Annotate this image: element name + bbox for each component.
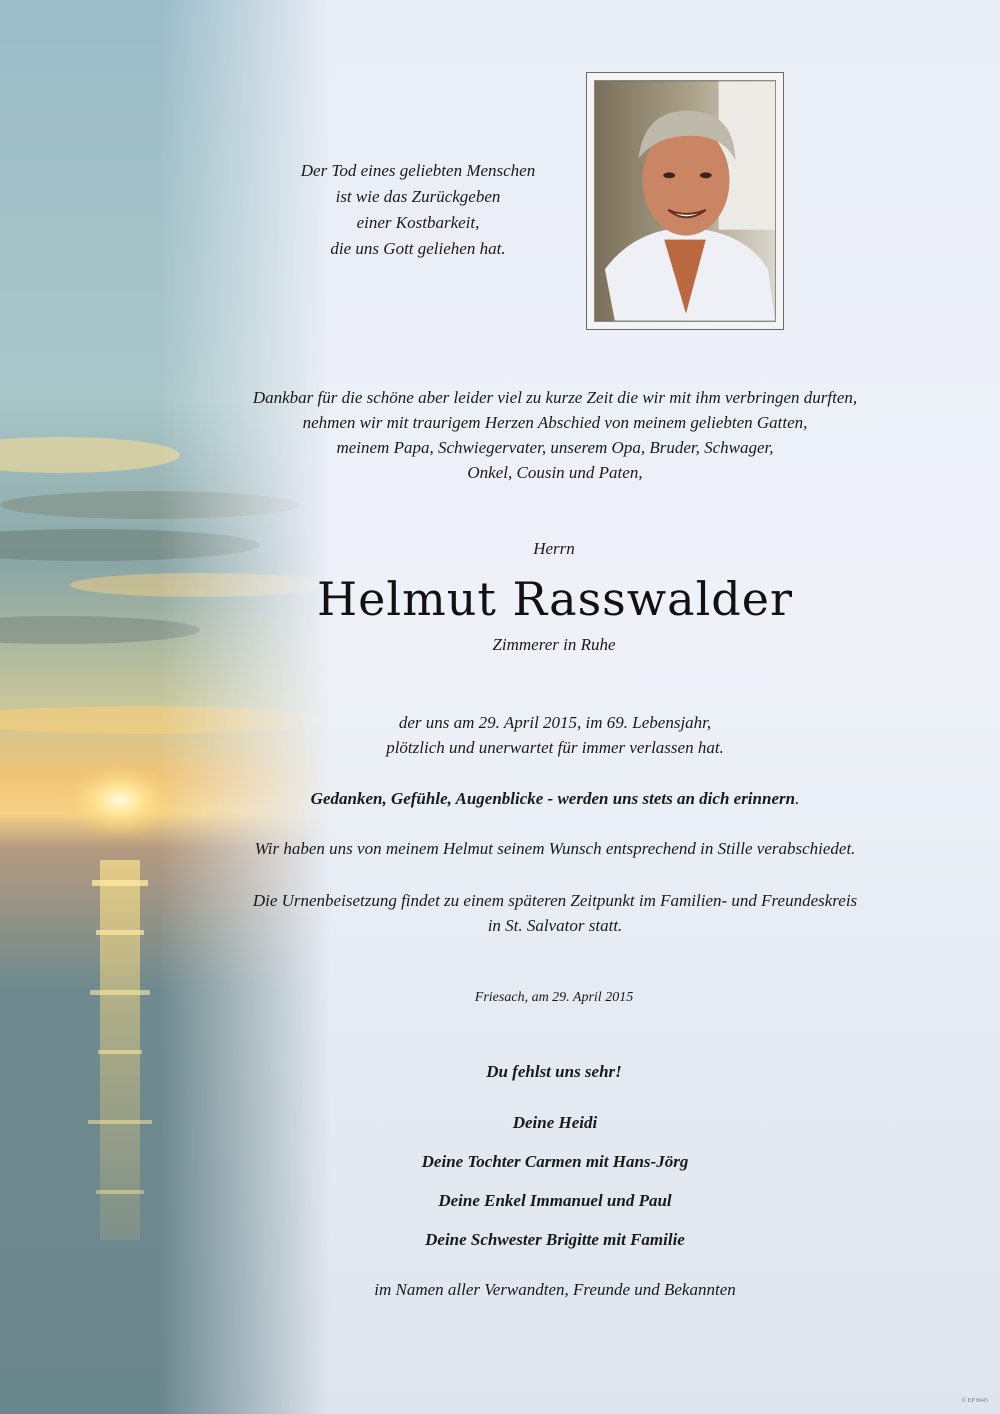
miss-you-text: Du fehlst uns sehr! — [486, 1062, 622, 1081]
salutation: Herrn — [533, 539, 575, 558]
urn-line: Die Urnenbeisetzung findet zu einem späteren Zeitpunkt im Familien- und Freundeskreis — [252, 891, 858, 910]
copyright-code: © EP 9045 — [961, 1398, 988, 1404]
poem-line: die uns Gott geliehen hat. — [330, 239, 506, 258]
farewell-text: Wir haben uns von meinem Helmut seinem Wunsch entsprechend in Stille verabschiedet. — [254, 839, 856, 858]
profession: Zimmerer in Ruhe — [492, 635, 616, 654]
urn-burial-text — [150, 888, 960, 938]
signature-line: Deine Schwester Brigitte mit Familie — [425, 1230, 685, 1249]
deceased-name: Helmut Rasswalder — [317, 572, 793, 626]
place-date: Friesach, am 29. April 2015 — [474, 990, 634, 1005]
signature-line: Deine Tochter Carmen mit Hans-Jörg — [421, 1152, 689, 1171]
death-line: plötzlich und unerwartet für immer verlassen hat. — [386, 738, 724, 757]
portrait-frame — [586, 72, 784, 330]
memory-quote-text: Gedanken, Gefühle, Augenblicke - werden uns stets an dich erinnern — [310, 789, 796, 808]
intro-text — [150, 385, 960, 485]
poem — [228, 158, 608, 262]
poem-line: ist wie das Zurückgeben — [335, 187, 501, 206]
poem-line: einer Kostbarkeit, — [356, 213, 480, 232]
memory-quote-end: . — [795, 789, 800, 808]
urn-line: in St. Salvator statt. — [487, 916, 623, 935]
memory-quote — [150, 789, 960, 809]
portrait-image — [595, 81, 775, 321]
intro-line: nehmen wir mit traurigem Herzen Abschied von meinem geliebten Gatten, — [302, 413, 808, 432]
intro-line: Dankbar für die schöne aber leider viel zu kurze Zeit die wir mit ihm verbringen durften, — [252, 388, 858, 407]
death-line: der uns am 29. April 2015, im 69. Lebensjahr, — [398, 713, 712, 732]
signature-line: Deine Enkel Immanuel und Paul — [438, 1191, 672, 1210]
intro-line: Onkel, Cousin und Paten, — [467, 463, 643, 482]
death-notice — [250, 710, 860, 760]
portrait-photo — [594, 80, 776, 322]
signature-line: Deine Heidi — [512, 1113, 598, 1132]
closing-text: im Namen aller Verwandten, Freunde und Bekannten — [374, 1280, 736, 1299]
poem-line: Der Tod eines geliebten Menschen — [300, 161, 536, 180]
intro-line: meinem Papa, Schwiegervater, unserem Opa, Bruder, Schwager, — [336, 438, 774, 457]
